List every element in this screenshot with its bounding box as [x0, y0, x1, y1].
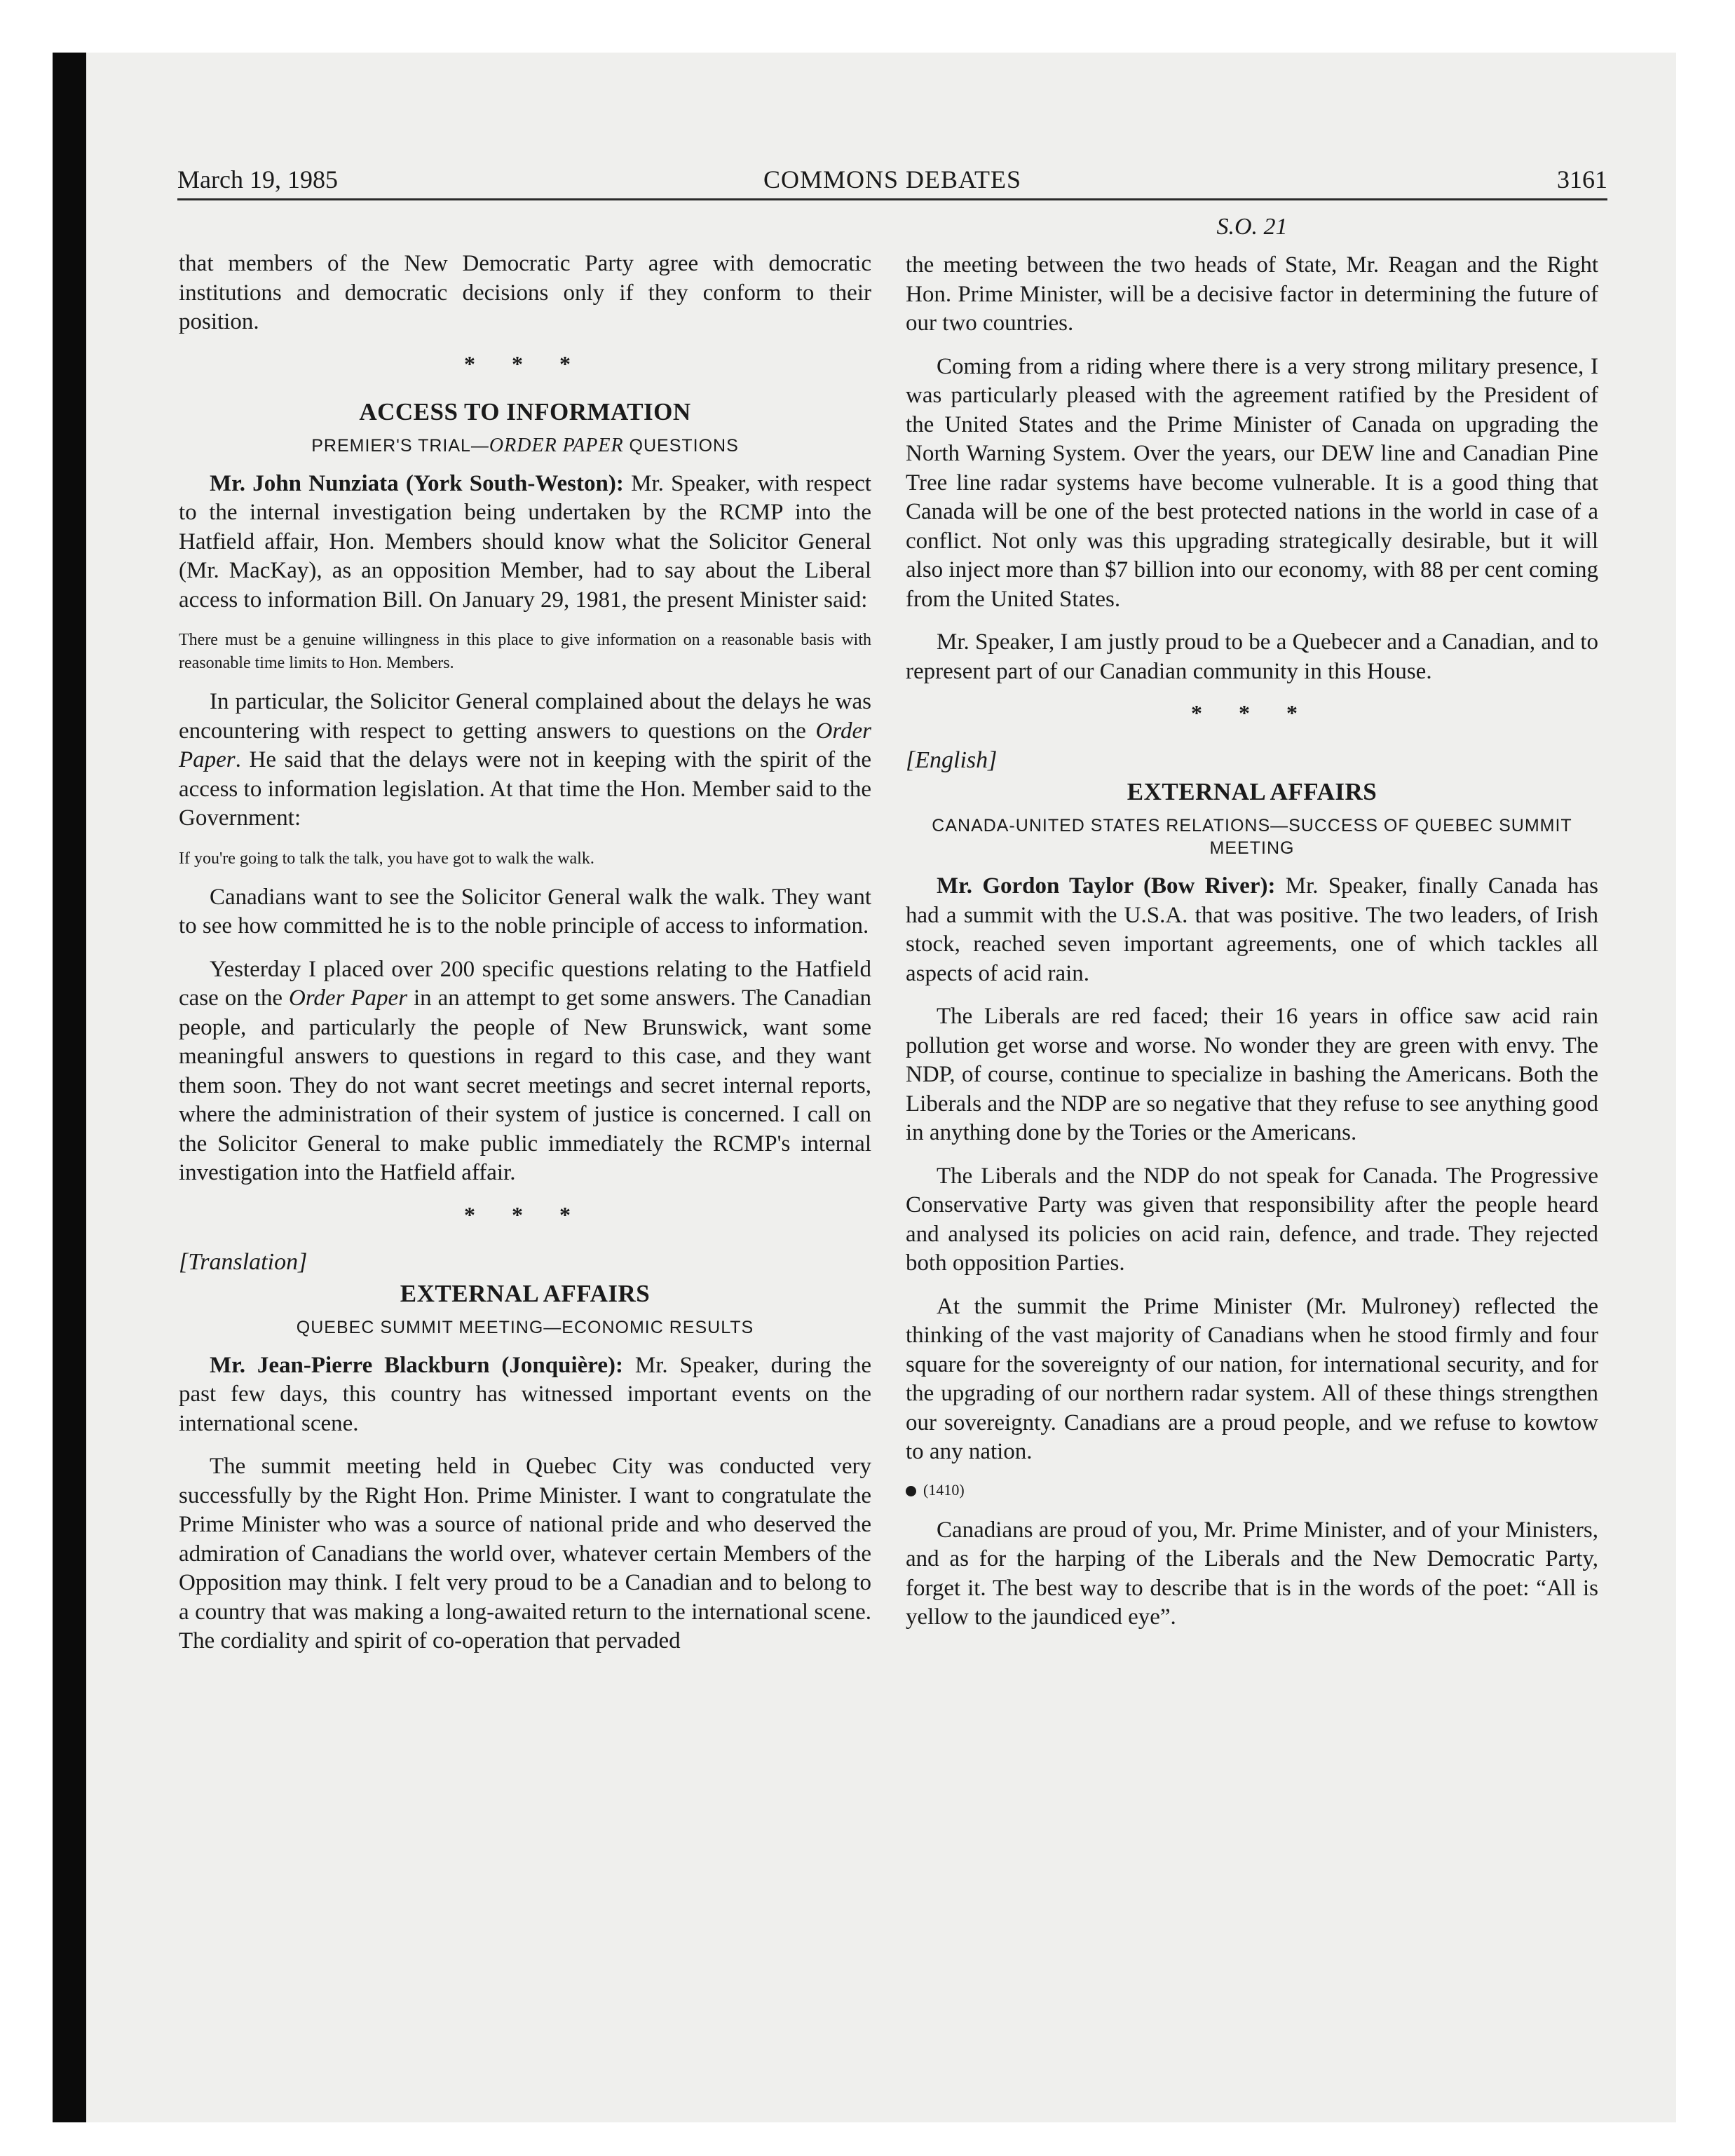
- taylor-paragraph-2: The Liberals are red faced; their 16 years in office saw acid rain pollution get worse and worse. No wonder they are green with envy. The NDP, of course, continue to specialize in bashing the Americans. Both the Liberals and the NDP are so negative that they refuse to see anything good in anything done by the Tories or the Americans.: [906, 1004, 1598, 1145]
- section-separator: * * *: [464, 350, 586, 376]
- blackburn-paragraph-2: The summit meeting held in Quebec City was conducted very successfully by the Right Hon. Prime Minister. I want to congratulate the Prime Minister who was a source of national pride and who deserved the admiration of Canadians the world over, whatever certain Members of the Opposition may think. I felt very proud to be a Canadian and to belong to a country that was making a long-awaited return to the international scene. The cordiality and spirit of co-operation that pervaded: [179, 1454, 871, 1653]
- nunziata-paragraph-2: In particular, the Solicitor General complained about the delays he was encountering with respect to getting answers to questions on the Order Paper. He said that the delays were not in keeping with the spirit of the access to information legislation. At that time the Hon. Member said to the Government:: [179, 689, 871, 831]
- left-column: [179, 250, 871, 1670]
- taylor-paragraph-3: The Liberals and the NDP do not speak for Canada. The Progressive Conservative Party was given that responsibility after the people heard and analysed its policies on acid rain, defence, and trade. They rejected both opposition Parties.: [906, 1163, 1598, 1276]
- heading-external-affairs: EXTERNAL AFFAIRS: [400, 1279, 651, 1307]
- block-quote: If you're going to talk the talk, you have got to walk the walk.: [179, 849, 594, 868]
- time-marker: (1410): [906, 1481, 1598, 1499]
- taylor-paragraph-4: At the summit the Prime Minister (Mr. Mulroney) reflected the thinking of the vast majority of Canadians when he stood firmly and four square for the sovereignty of our nation, for international security, and for the upgrading of our northern radar system. All of these things strengthen our sovereignty. Canadians are a proud people, and we refuse to kowtow to any nation.: [906, 1293, 1598, 1464]
- nunziata-paragraph-4: Yesterday I placed over 200 specific questions relating to the Hatfield case on the Order Paper in an attempt to get some answers. The Canadian people, and particularly the people of New Brunswick, want some meaningful answers to questions in regard to this case, and they want them soon. They do not want secret meetings and secret internal reports, where the administration of their system of justice is concerned. I call on the Solicitor General to make public immediately the RCMP's internal investigation into the Hatfield affair.: [179, 956, 871, 1185]
- nunziata-paragraph-3: Canadians want to see the Solicitor General walk the walk. They want to see how committed he is to the noble principle of access to information.: [179, 884, 871, 939]
- scan-edge: [53, 53, 86, 2122]
- section-separator: * * *: [1191, 700, 1313, 725]
- heading-external-affairs: EXTERNAL AFFAIRS: [1127, 778, 1377, 805]
- section-separator: * * *: [464, 1201, 586, 1227]
- right-column: [906, 213, 1598, 1646]
- blackburn-paragraph-1: Mr. Jean-Pierre Blackburn (Jonquière): Mr. Speaker, during the past few days, this country has witnessed important events on the international scene.: [179, 1352, 871, 1436]
- proud-paragraph: Mr. Speaker, I am justly proud to be a Quebecer and a Canadian, and to represent part of our Canadian community in this House.: [906, 629, 1598, 684]
- military-paragraph: Coming from a riding where there is a very strong military presence, I was particularly pleased with the agreement ratified by the President of the United States and the Prime Minister of Canada on upgrading the North Warning System. Over the years, our DEW line and Canadian Pine Tree line radar systems have become vulnerable. It is a good thing that Canada will be one of the best protected nations in the world in case of a conflict. Not only was this upgrading strategically desirable, but it will also inject more than $7 billion into our economy, with 88 per cent coming from the United States.: [906, 353, 1598, 612]
- header-title: COMMONS DEBATES: [763, 165, 1022, 193]
- block-quote: There must be a genuine willingness in this place to give information on a reasonable basis with reasonable time limits to Hon. Members.: [179, 631, 871, 672]
- bullet-icon: [906, 1486, 916, 1496]
- language-marker: [Translation]: [179, 1248, 308, 1275]
- taylor-paragraph-5: Canadians are proud of you, Mr. Prime Minister, and of your Ministers, and as for the harping of the Liberals and the New Democratic Party, forget it. The best way to describe that is in the words of the poet: “All is yellow to the jaundiced eye”.: [906, 1517, 1598, 1630]
- continued-paragraph: the meeting between the two heads of State, Mr. Reagan and the Right Hon. Prime Minister, will be a decisive factor in determining the future of our two countries.: [906, 252, 1598, 336]
- language-marker: [English]: [906, 747, 998, 773]
- subheading-premiers-trial: PREMIER'S TRIAL—ORDER PAPER QUESTIONS: [311, 434, 739, 456]
- speaker-name: Mr. Jean-Pierre Blackburn (Jonquière):: [210, 1352, 623, 1378]
- speaker-name: Mr. John Nunziata (York South-Weston):: [210, 470, 624, 496]
- header-date: March 19, 1985: [177, 165, 338, 193]
- subheading-quebec-summit: QUEBEC SUMMIT MEETING—ECONOMIC RESULTS: [296, 1317, 754, 1337]
- running-header: [177, 163, 1607, 200]
- nunziata-paragraph-1: Mr. John Nunziata (York South-Weston): Mr. Speaker, with respect to the internal investigation being undertaken by the RCMP into the Hatfield affair, Hon. Members should know what the Solicitor General (Mr. MacKay), as an opposition Member, had to say about the Liberal access to information Bill. On January 29, 1981, the present Minister said:: [179, 470, 871, 613]
- taylor-paragraph-1: Mr. Gordon Taylor (Bow River): Mr. Speaker, finally Canada has had a summit with the U.S.A. that was positive. The two leaders, of Irish stock, reached seven important agreements, one of which tackles all aspects of acid rain.: [906, 873, 1599, 986]
- standing-order-label: S.O. 21: [1216, 214, 1288, 240]
- subheading-canada-us-relations: CANADA-UNITED STATES RELATIONS—SUCCESS OF QUEBEC SUMMIT MEETING: [932, 816, 1572, 858]
- intro-paragraph: that members of the New Democratic Party agree with democratic institutions and democratic decisions only if they conform to their position.: [179, 251, 871, 334]
- page-number: 3161: [1557, 165, 1607, 193]
- speaker-name: Mr. Gordon Taylor (Bow River):: [937, 873, 1276, 899]
- heading-access-to-information: ACCESS TO INFORMATION: [359, 397, 691, 425]
